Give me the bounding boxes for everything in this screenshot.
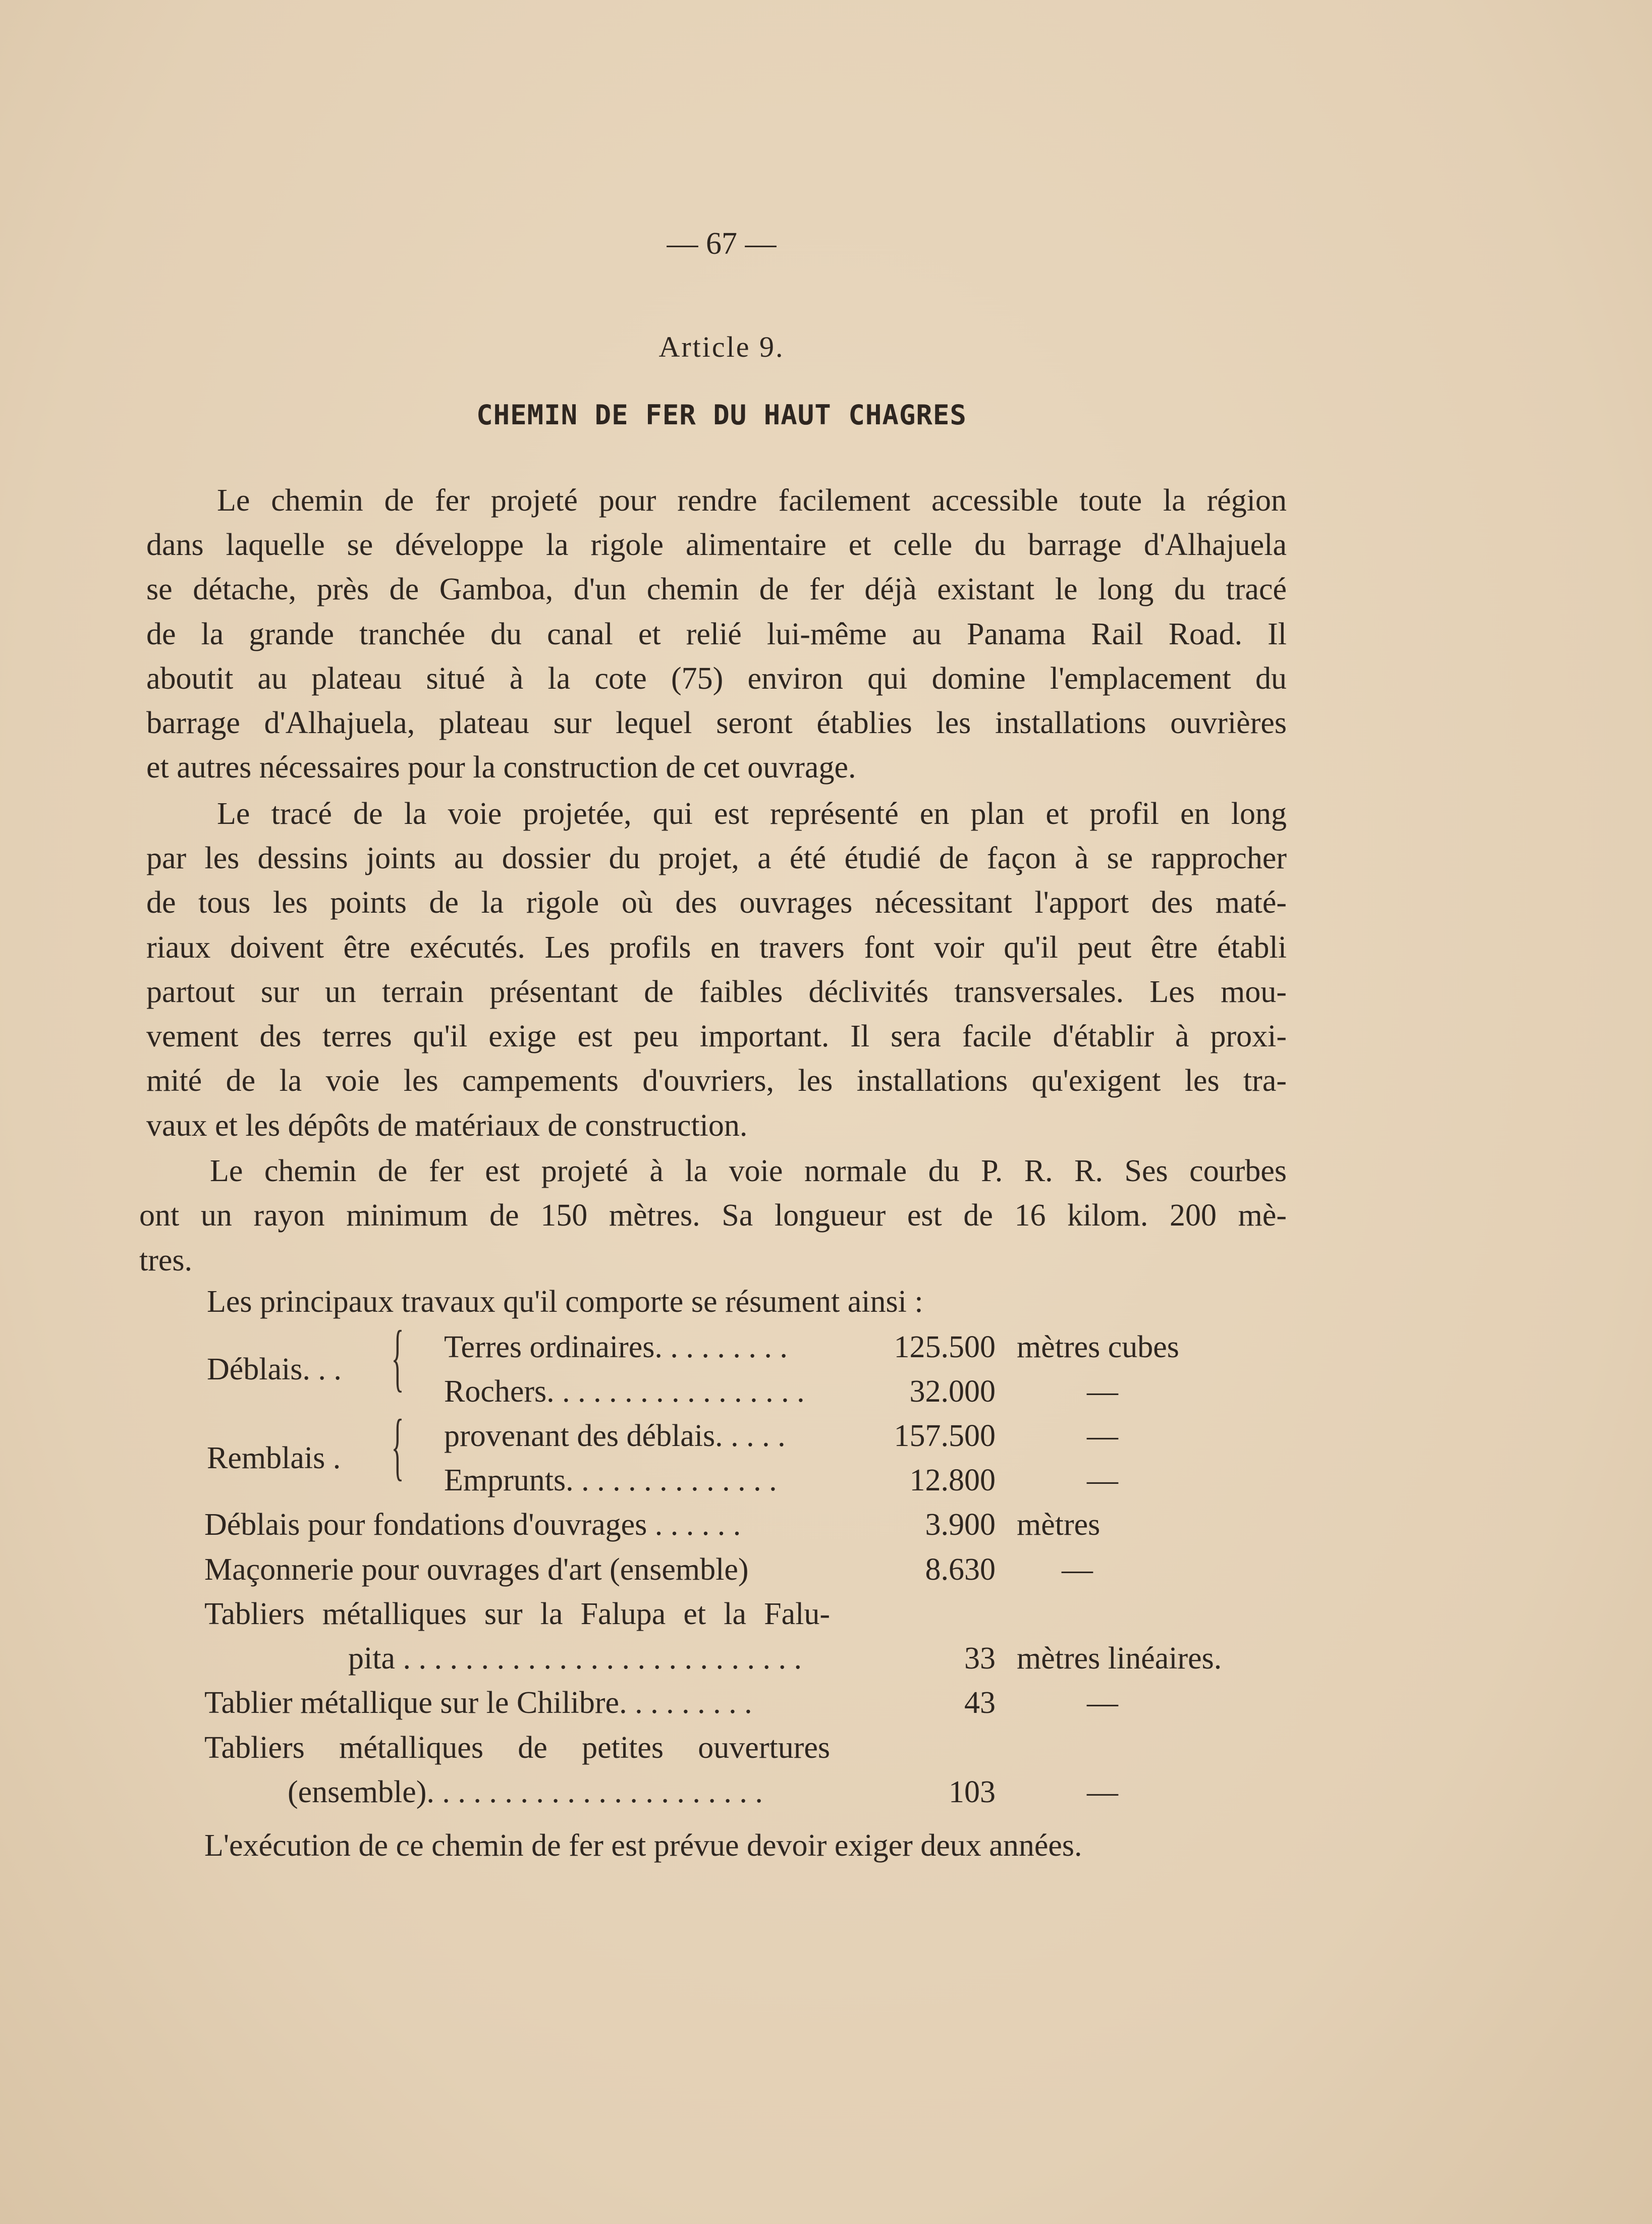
table-quantity: 32.000 <box>909 1374 996 1409</box>
table-item: Maçonnerie pour ouvrages d'art (ensemble) <box>204 1552 749 1587</box>
table-item: Déblais pour fondations d'ouvrages . . . . . . <box>204 1508 741 1542</box>
table-item: (ensemble). . . . . . . . . . . . . . . . . . . . . . <box>288 1774 763 1809</box>
paragraph-line: tres. <box>139 1243 193 1277</box>
paragraph-line: ont un rayon minimum de 150 mètres. Sa longueur est de 16 kilom. 200 mè- <box>139 1198 1287 1233</box>
group-label: Remblais . <box>207 1440 341 1475</box>
table-unit: — <box>1087 1686 1118 1720</box>
table-item: Tabliers métalliques de petites ouvertures <box>204 1730 830 1765</box>
paragraph-line: riaux doivent être exécutés. Les profils en travers font voir qu'il peut être établi <box>146 930 1287 965</box>
group-label: Déblais. . . <box>207 1352 342 1386</box>
paragraph-line: se détache, près de Gamboa, d'un chemin de fer déjà existant le long du tracé <box>146 572 1287 607</box>
table-quantity: 3.900 <box>925 1508 996 1542</box>
table-item: pita . . . . . . . . . . . . . . . . . . . . . . . . . . <box>348 1641 802 1676</box>
table-item: Emprunts. . . . . . . . . . . . . . <box>444 1463 777 1498</box>
table-quantity: 12.800 <box>909 1463 996 1498</box>
paragraph-line: partout sur un terrain présentant de faibles déclivités transversales. Les mou- <box>146 974 1287 1009</box>
table-unit: — <box>1087 1774 1118 1809</box>
paragraph-line: de tous les points de la rigole où des ouvrages nécessitant l'apport des maté- <box>146 885 1287 920</box>
paragraph-line: et autres nécessaires pour la construction de cet ouvrage. <box>146 750 856 785</box>
table-quantity: 33 <box>964 1641 996 1676</box>
conclusion: L'exécution de ce chemin de fer est prévue devoir exiger deux années. <box>204 1828 1082 1863</box>
paragraph-line: Le tracé de la voie projetée, qui est représenté en plan et profil en long <box>217 796 1287 831</box>
article-heading: Article 9. <box>658 330 785 363</box>
paragraph-line: Le chemin de fer projeté pour rendre facilement accessible toute la région <box>217 483 1287 518</box>
table-item: Tabliers métalliques sur la Falupa et la Falu- <box>204 1596 830 1631</box>
section-title: CHEMIN DE FER DU HAUT CHAGRES <box>476 399 967 431</box>
table-unit: mètres <box>1017 1508 1100 1542</box>
table-quantity: 103 <box>949 1774 996 1809</box>
table-intro: Les principaux travaux qu'il comporte se résument ainsi : <box>207 1285 923 1319</box>
table-item: Tablier métallique sur le Chilibre. . . . . . . . . <box>204 1686 752 1720</box>
table-quantity: 125.500 <box>894 1329 996 1364</box>
page-number: — 67 — <box>667 227 777 261</box>
table-quantity: 157.500 <box>894 1418 996 1453</box>
table-item: Terres ordinaires. . . . . . . . . <box>444 1329 788 1364</box>
table-item: provenant des déblais. . . . . <box>444 1418 786 1453</box>
table-item: Rochers. . . . . . . . . . . . . . . . . <box>444 1374 805 1409</box>
paragraph-line: aboutit au plateau situé à la cote (75) environ qui domine l'emplacement du <box>146 661 1287 696</box>
paragraph-line: barrage d'Alhajuela, plateau sur lequel seront établies les installations ouvrières <box>146 706 1287 741</box>
paragraph-line: Le chemin de fer est projeté à la voie normale du P. R. R. Ses courbes <box>210 1154 1287 1189</box>
table-unit: — <box>1087 1374 1118 1409</box>
paragraph-line: vement des terres qu'il exige est peu important. Il sera facile d'établir à proxi- <box>146 1019 1287 1054</box>
table-unit: mètres cubes <box>1017 1329 1179 1364</box>
paragraph-line: par les dessins joints au dossier du projet, a été étudié de façon à se rapprocher <box>146 841 1287 876</box>
paragraph-line: vaux et les dépôts de matériaux de construction. <box>146 1108 748 1143</box>
table-unit: — <box>1087 1463 1118 1498</box>
table-unit: mètres linéaires. <box>1017 1641 1222 1676</box>
paragraph-line: mité de la voie les campements d'ouvriers, les installations qu'exigent les tra- <box>146 1064 1287 1098</box>
table-unit: — <box>1087 1418 1118 1453</box>
brace-icon: { <box>391 1404 404 1488</box>
paragraph-line: dans laquelle se développe la rigole alimentaire et celle du barrage d'Alhajuela <box>146 528 1287 563</box>
table-unit: — <box>1062 1552 1093 1587</box>
table-quantity: 43 <box>964 1686 996 1720</box>
table-quantity: 8.630 <box>925 1552 996 1587</box>
brace-icon: { <box>391 1315 404 1399</box>
paragraph-line: de la grande tranchée du canal et relié lui-même au Panama Rail Road. Il <box>146 617 1287 651</box>
